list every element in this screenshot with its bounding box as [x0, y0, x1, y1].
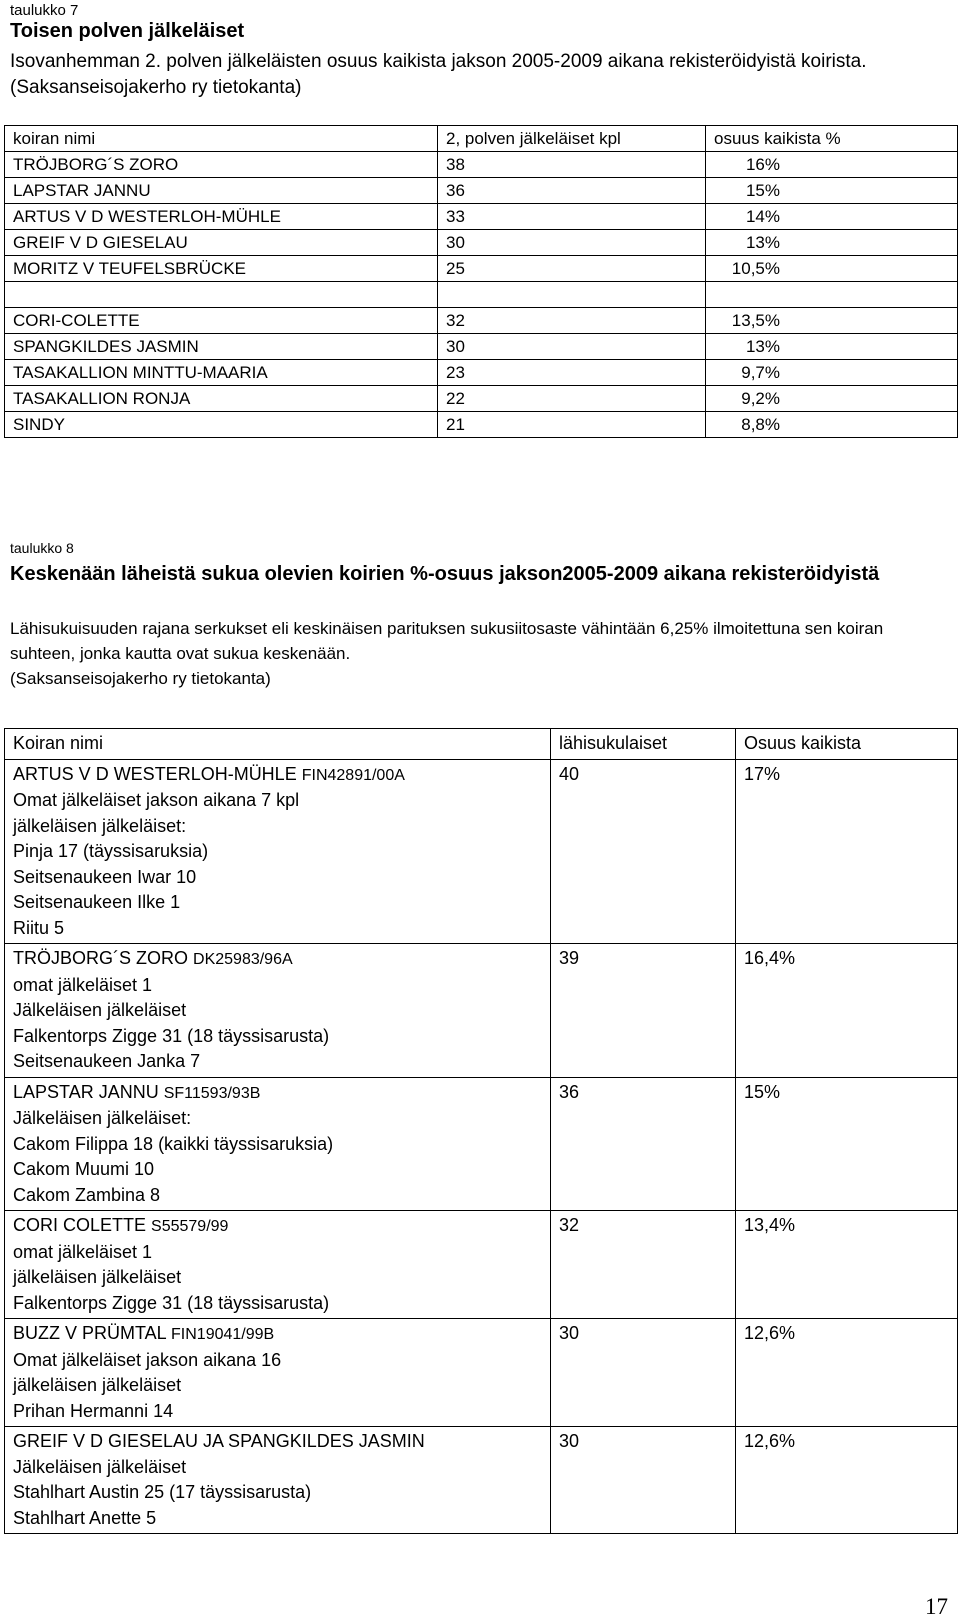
percent-cell [706, 204, 958, 230]
detail-line: Cakom Filippa 18 (kaikki täyssisaruksia) [13, 1133, 334, 1154]
table8-source: (Saksanseisojakerho ry tietokanta) [10, 669, 271, 688]
detail-line: jälkeläisen jälkeläiset [13, 1267, 182, 1287]
table7-header-cell: osuus kaikista % [706, 126, 958, 152]
registration-number: FIN19041/99B [171, 1326, 275, 1343]
dog-details-cell [5, 759, 551, 944]
table7-row [5, 178, 958, 204]
detail-line: Cakom Muumi 10 [13, 1159, 155, 1179]
dog-name: TRÖJBORG´S ZORO [13, 948, 188, 968]
table8-header-row [5, 729, 958, 760]
table8-title: Keskenään läheistä sukua olevien koirien %-osuus jakson2005-2009 aikana rekisteröidyistä [10, 563, 880, 585]
percent-value: 9,7% [741, 363, 780, 382]
percent-cell: 15% [736, 1077, 958, 1211]
count-cell: 30 [438, 334, 706, 360]
count-cell: 22 [438, 386, 706, 412]
relatives-count-cell: 30 [551, 1427, 736, 1534]
percent-cell [706, 230, 958, 256]
table8-row [5, 1427, 958, 1534]
dog-details-cell [5, 944, 551, 1078]
detail-line: Jälkeläisen jälkeläiset [13, 1000, 187, 1020]
percent-value: 16% [745, 155, 780, 174]
count-cell: 30 [438, 230, 706, 256]
dog-name-cell: GREIF V D GIESELAU [5, 230, 438, 256]
percent-value: 13,5% [731, 311, 780, 330]
detail-line: Prihan Hermanni 14 [13, 1400, 174, 1421]
table7-row [5, 360, 958, 386]
dog-name-cell: SINDY [5, 412, 438, 438]
table8-header-cell: lähisukulaiset [551, 729, 736, 760]
relatives-count-cell: 40 [551, 759, 736, 944]
relatives-count-cell: 32 [551, 1211, 736, 1319]
percent-cell [706, 308, 958, 334]
dog-name-cell: TASAKALLION RONJA [5, 386, 438, 412]
dog-name: GREIF V D GIESELAU JA SPANGKILDES JASMIN [13, 1431, 425, 1451]
table7-description: Isovanhemman 2. polven jälkeläisten osuus kaikista jakson 2005-2009 aikana rekisteröidyistä koirista. (Saksanseisojakerho ry tietokanta) [10, 51, 867, 98]
count-cell: 21 [438, 412, 706, 438]
detail-line: jälkeläisen jälkeläiset [13, 1375, 182, 1395]
count-cell: 36 [438, 178, 706, 204]
table7-header-row [5, 126, 958, 152]
dog-name: CORI COLETTE [13, 1215, 147, 1235]
dog-name-cell: CORI-COLETTE [5, 308, 438, 334]
relatives-count-cell: 39 [551, 944, 736, 1078]
percent-value: 9,2% [741, 389, 780, 408]
dog-details-cell [5, 1211, 551, 1319]
percent-cell [706, 360, 958, 386]
table8-label: taulukko 8 [10, 540, 74, 556]
dog-name: ARTUS V D WESTERLOH-MÜHLE [13, 763, 297, 784]
dog-name-cell: ARTUS V D WESTERLOH-MÜHLE [5, 204, 438, 230]
percent-cell: 12,6% [736, 1427, 958, 1534]
table7-row [5, 282, 958, 308]
dog-details-cell [5, 1427, 551, 1534]
percent-cell [706, 412, 958, 438]
detail-line: Pinja 17 (täyssisaruksia) [13, 841, 209, 861]
table7-row [5, 334, 958, 360]
percent-cell [706, 256, 958, 282]
dog-details-cell [5, 1077, 551, 1211]
percent-cell [706, 386, 958, 412]
dog-name-cell: TASAKALLION MINTTU-MAARIA [5, 360, 438, 386]
detail-line: Seitsenaukeen Iwar 10 [13, 866, 197, 887]
detail-line: Stahlhart Anette 5 [13, 1507, 157, 1528]
dog-name: BUZZ V PRÜMTAL [13, 1323, 167, 1343]
detail-line: Cakom Zambina 8 [13, 1184, 161, 1205]
dog-name-cell: SPANGKILDES JASMIN [5, 334, 438, 360]
percent-cell: 17% [736, 759, 958, 944]
registration-number: DK25983/96A [193, 951, 293, 968]
table7-row [5, 230, 958, 256]
detail-line: Jälkeläisen jälkeläiset [13, 1456, 187, 1477]
table7-title: Toisen polven jälkeläiset [10, 20, 245, 42]
dog-name-line [13, 1321, 550, 1348]
table8-description [10, 616, 940, 691]
table7-header-cell: koiran nimi [5, 126, 438, 152]
dog-details-cell [5, 1319, 551, 1427]
dog-name: LAPSTAR JANNU [13, 1081, 159, 1102]
table7-row [5, 412, 958, 438]
detail-line: Falkentorps Zigge 31 (18 täyssisarusta) [13, 1292, 330, 1313]
count-cell: 23 [438, 360, 706, 386]
detail-line: omat jälkeläiset 1 [13, 1241, 153, 1262]
count-cell: 33 [438, 204, 706, 230]
dog-name-cell: LAPSTAR JANNU [5, 178, 438, 204]
table8-row [5, 759, 958, 944]
percent-cell: 12,6% [736, 1319, 958, 1427]
table7-row [5, 256, 958, 282]
table7-row [5, 152, 958, 178]
table8 [4, 728, 958, 1534]
table8-row [5, 1319, 958, 1427]
relatives-count-cell: 36 [551, 1077, 736, 1211]
registration-number: SF11593/93B [163, 1084, 261, 1102]
table7-label: taulukko 7 [10, 2, 79, 19]
table8-header-cell: Koiran nimi [5, 729, 551, 760]
percent-value: 13% [745, 337, 780, 356]
percent-value: 13% [745, 233, 780, 252]
detail-line: Jälkeläisen jälkeläiset: [13, 1108, 192, 1128]
registration-number: FIN42891/00A [301, 766, 405, 784]
percent-value: 14% [745, 207, 780, 226]
percent-cell [706, 334, 958, 360]
table7 [4, 125, 958, 438]
detail-line: omat jälkeläiset 1 [13, 974, 153, 995]
percent-value: 15% [745, 181, 780, 200]
detail-line: Falkentorps Zigge 31 (18 täyssisarusta) [13, 1025, 330, 1046]
dog-name-cell: MORITZ V TEUFELSBRÜCKE [5, 256, 438, 282]
dog-name-line [13, 946, 550, 973]
table8-description-text: Lähisukuisuuden rajana serkukset eli keskinäisen parituksen sukusiitosaste vähintään 6,25% ilmoitettuna sen koiran suhteen, jonka kautta ovat sukua keskenään. [10, 619, 884, 663]
percent-value: 10,5% [731, 259, 780, 278]
count-cell [438, 282, 706, 308]
detail-line: Riitu 5 [13, 917, 65, 938]
table8-row [5, 1211, 958, 1319]
percent-cell: 16,4% [736, 944, 958, 1078]
table7-row [5, 204, 958, 230]
percent-cell: 13,4% [736, 1211, 958, 1319]
percent-cell [706, 178, 958, 204]
relatives-count-cell: 30 [551, 1319, 736, 1427]
registration-number: S55579/99 [151, 1218, 229, 1235]
detail-line: jälkeläisen jälkeläiset: [13, 815, 187, 836]
table7-row [5, 308, 958, 334]
count-cell: 38 [438, 152, 706, 178]
dog-name-line [13, 1080, 550, 1107]
table7-row [5, 386, 958, 412]
detail-line: Omat jälkeläiset jakson aikana 7 kpl [13, 790, 300, 810]
detail-line: Seitsenaukeen Janka 7 [13, 1051, 201, 1071]
detail-line: Seitsenaukeen Ilke 1 [13, 892, 181, 912]
dog-name-cell: TRÖJBORG´S ZORO [5, 152, 438, 178]
percent-cell [706, 282, 958, 308]
table8-header-cell: Osuus kaikista [736, 729, 958, 760]
detail-line: Stahlhart Austin 25 (17 täyssisarusta) [13, 1482, 312, 1502]
count-cell: 25 [438, 256, 706, 282]
dog-name-line [13, 1429, 550, 1455]
percent-value: 8,8% [741, 415, 780, 434]
table8-row [5, 1077, 958, 1211]
detail-line: Omat jälkeläiset jakson aikana 16 [13, 1349, 282, 1370]
dog-name-line [13, 762, 550, 789]
percent-cell [706, 152, 958, 178]
table8-row [5, 944, 958, 1078]
table7-header-cell: 2, polven jälkeläiset kpl [438, 126, 706, 152]
page-number: 17 [925, 1594, 948, 1619]
count-cell: 32 [438, 308, 706, 334]
dog-name-cell [5, 282, 438, 308]
dog-name-line [13, 1213, 550, 1240]
